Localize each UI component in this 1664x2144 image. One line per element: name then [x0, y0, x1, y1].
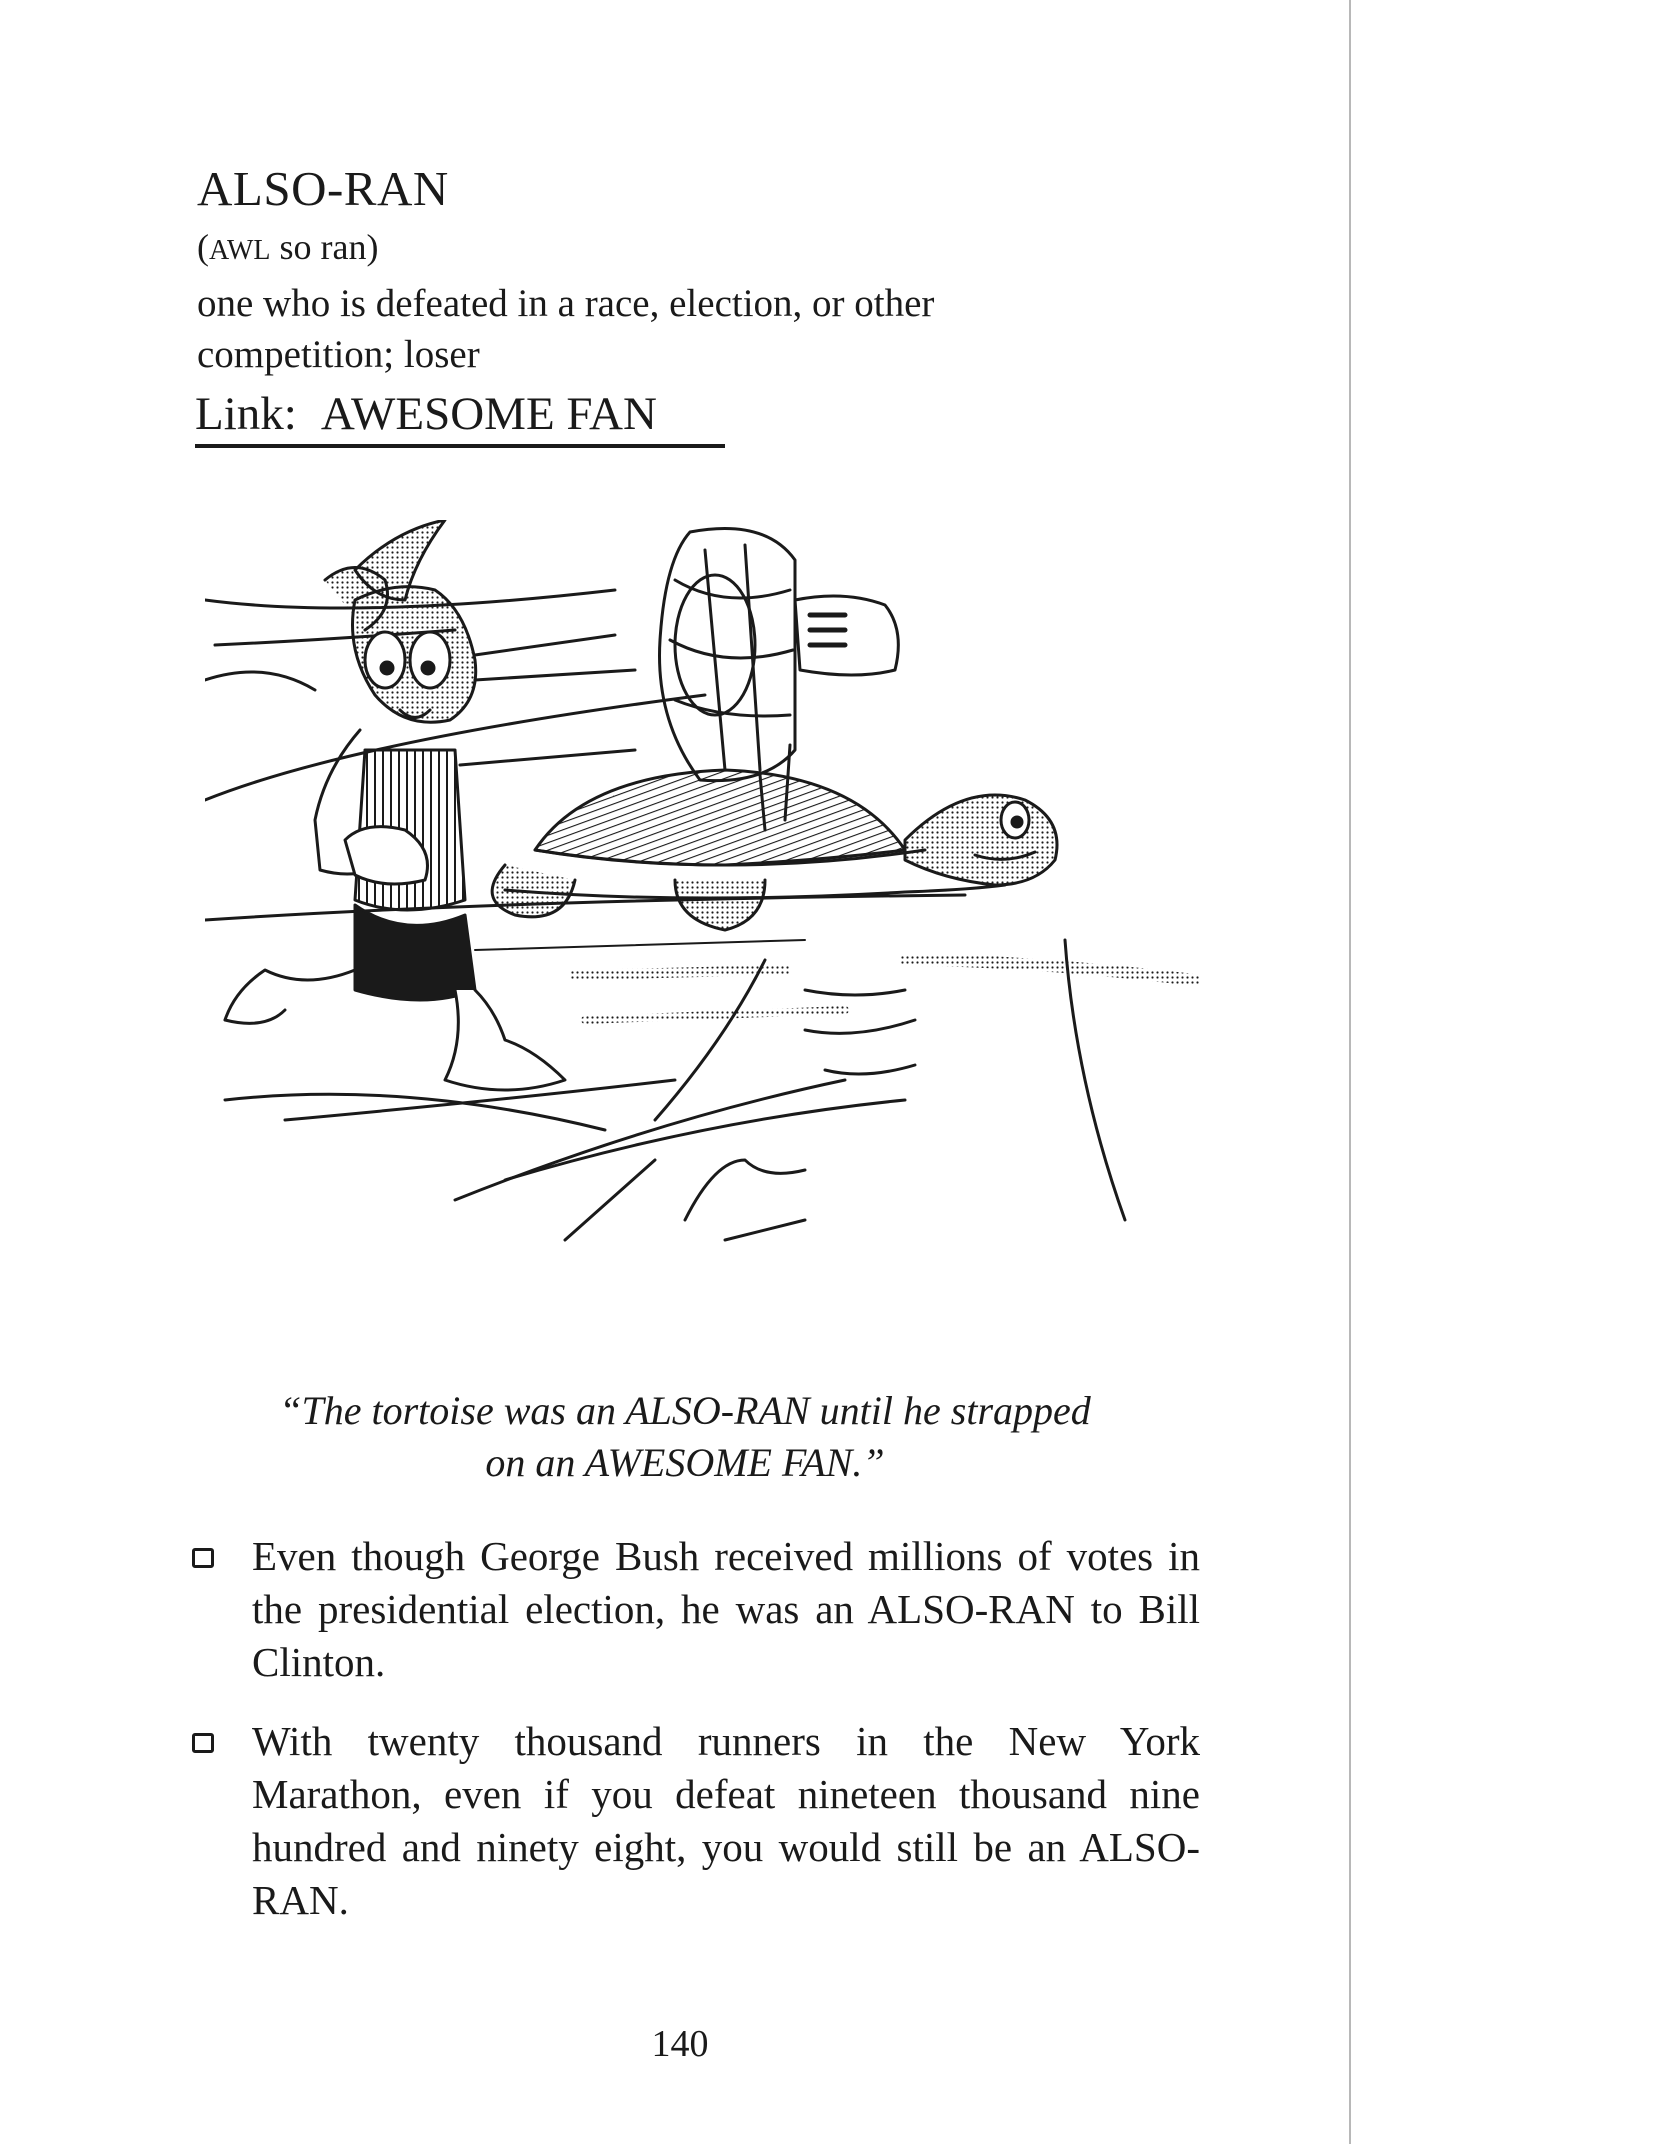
- definition: one who is defeated in a race, election, or other competition; loser: [197, 282, 935, 376]
- checkbox-icon: [192, 1548, 214, 1568]
- pronunciation: [197, 226, 378, 268]
- link-word: AWESOME FAN: [320, 388, 657, 440]
- headword: ALSO-RAN: [197, 161, 449, 216]
- pronunciation-rest: so ran): [270, 227, 379, 267]
- example-list: [190, 1530, 1200, 1953]
- checkbox-icon: [192, 1733, 214, 1753]
- page-number: 140: [651, 2023, 709, 2065]
- link-label: Link:: [195, 388, 297, 440]
- page-edge-rule: [1349, 0, 1351, 2144]
- cartoon-illustration: [205, 520, 1205, 1370]
- example-text: With twenty thousand runners in the New York Marathon, even if you defeat nineteen thousand nine hundred and ninety eight, you would still be an ALSO-RAN.: [252, 1718, 1200, 1923]
- link-line: [195, 386, 725, 448]
- tortoise: [492, 770, 1057, 930]
- pronunciation-open: (: [197, 227, 209, 267]
- example-item: [190, 1715, 1200, 1927]
- pronunciation-stress: AWL: [209, 235, 271, 266]
- example-item: [190, 1530, 1200, 1689]
- illustration-caption: “The tortoise was an ALSO-RAN until he strapped on an AWESOME FAN.”: [279, 1388, 1091, 1485]
- example-text: Even though George Bush received millions of votes in the presidential election, he was an ALSO-RAN to Bill Clinton.: [252, 1533, 1200, 1685]
